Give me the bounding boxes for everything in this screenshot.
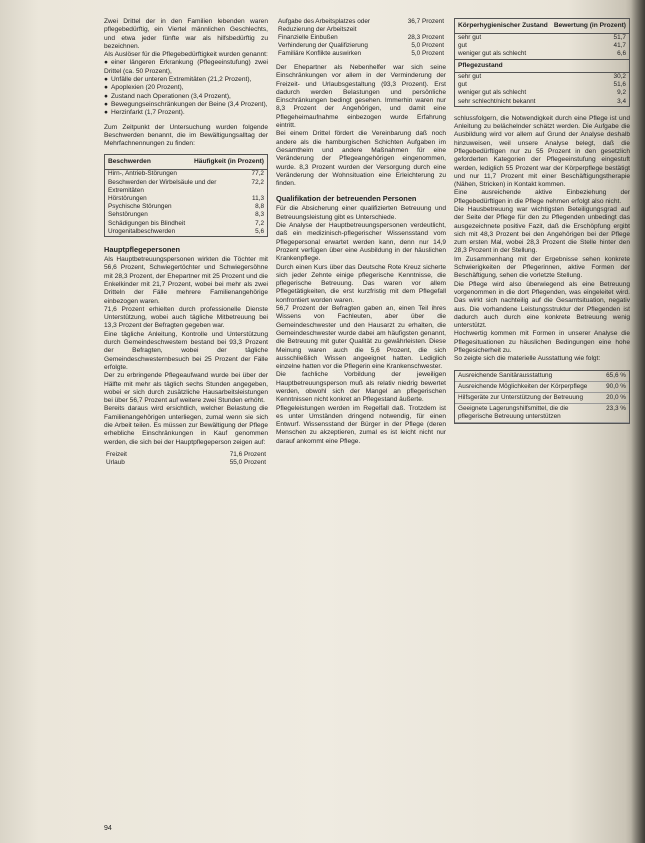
table-row — [455, 392, 629, 403]
table-cell-label: Urogenitalbeschwerden — [108, 227, 176, 235]
table-cell-label: Finanzielle Einbußen — [278, 34, 338, 41]
paragraph: Als Hauptbetreuungspersonen wirkten die Töchter mit 56,6 Prozent, Schwiegertöchter und Schwiegersöhne mit 28,3 Prozent, der Ehepartner mit 25 Prozent und die Enkelkinder mit 21,7 Prozent, wobei bei mehr als zwei Dritteln der Fälle mehrere Familienangehörige einbezogen waren. — [104, 256, 268, 305]
table-cell-label: Schädigungen bis Blindheit — [108, 219, 186, 227]
table-row — [276, 50, 446, 58]
table-row — [105, 179, 267, 195]
section-heading: Qualifikation der betreuenden Personen — [276, 194, 417, 204]
paragraph: Die Hausbetreuung war wichtigsten Beteiligungsgrad auf der Seite der Pflege für den zu Pflegenden unbedingt das ausgezeichnete positive Fazit, daß die Erschöpfung ergibt sich mit 48,3 Prozent bei den Angehörigen bei der Pflege zum ersten Mal, wobei 28,3 Prozent die Stelle hinter den 28,3 Prozent in der Stellung. — [454, 205, 630, 255]
table-cell-label: Freizeit — [106, 450, 127, 458]
table-row — [104, 451, 268, 459]
table-row — [455, 403, 629, 422]
table-cell-value: 51,7 — [613, 34, 626, 41]
table-row — [276, 18, 446, 34]
table-row — [455, 381, 629, 392]
paragraph: Hochwertig kommen mit Formen in unserer Analyse die Pflegesituationen zu häuslichen Bedingungen eine hohe Pflegesicherheit zu. — [454, 330, 630, 355]
table-cell-label: gut — [458, 42, 467, 50]
table-row — [455, 371, 629, 382]
table-cell-label: weniger gut als schlecht — [458, 50, 527, 58]
bullet-list — [104, 59, 268, 117]
table-header-right: Häufigkeit (in Prozent) — [194, 158, 264, 166]
table-cell-label: Aufgabe des Arbeitsplatzes oder Reduzierung der Arbeitszeit — [278, 18, 371, 33]
table-row — [455, 34, 629, 42]
table-row — [276, 34, 446, 42]
table-cell-label: Psychische Störungen — [108, 203, 172, 211]
table-cell-value: 8,8 — [255, 203, 264, 211]
table-cell-value: 11,3 — [252, 195, 264, 203]
table-header-left: Beschwerden — [108, 158, 151, 166]
paragraph: Eine ausreichende aktive Einbeziehung der Pflegebedürftigen in die Pflege nehmen erfolgt also nicht. — [454, 189, 630, 205]
column-middle — [276, 18, 446, 446]
paragraph: Bereits daraus wird ersichtlich, welcher Belastung die Familienangehörigen unterliegen, zumal wenn sie sich die Arbeit teilen. Es müssen zur Bewältigung der Pflege erhebliche Einschränkungen in Kauf genommen werden, die sich bei der Hauptpflegeperson zeigen auf: — [104, 405, 268, 446]
burden-table — [104, 451, 268, 467]
paragraph: Durch einen Kurs über das Deutsche Rote Kreuz sicherte sich jeder Zehnte einige pflegerische Kenntnisse, die pflegerische Betreuung. Das waren vor allem Pflegetätigkeiten, die erst kurzfristig mit dem Pflegefall konfrontiert worden waren. — [276, 263, 446, 304]
bullet-text: Unfälle der unteren Extremitäten (21,2 Prozent), — [111, 76, 252, 84]
table-cell-value: 65,6 % — [603, 371, 629, 382]
table-row — [105, 211, 267, 219]
table-row — [455, 50, 629, 58]
table-cell-value: 5,0 Prozent — [411, 50, 444, 57]
intro-paragraph: Zwei Drittel der in den Familien lebenden waren pflegebedürftig, ein Viertel männlichen Geschlechts, und etwa jeder fünfte war als hilfsbedürftig zu bezeichnen. — [104, 18, 268, 50]
table-cell-label: sehr schlecht/nicht bekannt — [458, 97, 536, 105]
burden-table-continued — [276, 18, 446, 58]
table-row — [105, 203, 267, 211]
table-subheader: Pflegezustand — [455, 59, 629, 73]
table-cell-value: 7,2 — [255, 219, 264, 227]
table-body — [455, 371, 629, 423]
table-cell-label: Ausreichende Sanitärausstattung — [455, 371, 603, 382]
table-cell-label: sehr gut — [458, 72, 482, 80]
table-body — [105, 170, 267, 236]
table-cell-value: 8,3 — [255, 211, 264, 219]
table-cell-value: 30,2 — [613, 72, 626, 80]
paragraph: Die fachliche Vorbildung der jeweiligen Hauptbetreuungsperson muß als relativ niedrig bewertet werden, obwohl sich der Mangel an pflegerischen Kenntnissen nicht konkret an Pflegestand äußerte. — [276, 371, 446, 404]
page-number: 94 — [104, 825, 112, 832]
table-row — [105, 220, 267, 228]
bullet-text: Zustand nach Operationen (3,4 Prozent), — [111, 92, 231, 100]
table-row — [455, 89, 629, 97]
section-heading: Hauptpflegepersonen — [104, 245, 180, 255]
paragraph: So zeigte sich die materielle Ausstattung wie folgt: — [454, 355, 601, 363]
paragraph: Eine tägliche Anleitung, Kontrolle und Unterstützung durch Gemeindeschwestern bestand bei 93,3 Prozent der Befragten, wobei der tägliche Gemeindeschwesternbesuch bei 25 Prozent der Fälle erfolgte. — [104, 330, 268, 371]
table-cell-label: weniger gut als schlecht — [458, 89, 527, 97]
list-item: ● Bewegungseinschränkungen der Beine (3,4 Prozent), — [104, 100, 268, 108]
hygiene-table — [454, 18, 630, 107]
bullet-text: Bewegungseinschränkungen der Beine (3,4 Prozent), — [111, 100, 268, 108]
list-item: ● Apoplexien (20 Prozent), — [104, 84, 184, 92]
column-left — [104, 18, 268, 473]
intro-paragraph-2: Als Auslöser für die Pflegebedürftigkeit wurden genannt: — [104, 51, 268, 59]
table-cell-label: Ausreichende Möglichkeiten der Körperpflege — [455, 381, 603, 392]
table-row — [455, 81, 629, 89]
paragraph: Zum Zeitpunkt der Untersuchung wurden folgende Beschwerden benannt, die im Bewältigungsalltag der Mehrfachnennungen zu finden: — [104, 123, 268, 148]
paragraph: Für die Absicherung einer qualifizierten Betreuung und Betreuungsleistung gibt es Unterschiede. — [276, 205, 446, 221]
paragraph: schlussfolgern, die Notwendigkeit durch eine Pflege ist und Anleitung zu belächelnder schätzt werden. Die Aufgabe die Ausbildung wird vor allem auf Grund der Analyse deshalb hinzuweisen, weil unsere Analyse belegt, daß die Pflegebedürftigen nur zu 55 Prozent in den gesetzlich geforderten Kategorien der Pflegeeinstufung eingestuft werden, lediglich 55 Prozent war der Körperpflege bestätigt und nur 11,7 Prozent mit einer Beschäftigungstherapie (Nähen, Stricken) in Kontakt kommen. — [454, 114, 630, 189]
table-cell-value: 72,2 — [251, 178, 264, 186]
paragraph: Der Ehepartner als Nebenhelfer war sich seine Einschränkungen vor allem in der Verminderung der Freizeit- und Urlaubsgestaltung (93,3 Prozent). Erst dadurch werden Belastungen und persönliche Einschränkungen bedingt gesehen. Immerhin waren nur 8,3 Prozent der Angehörigen, und damit eine Pflegeheimaufnahme einbezogen wurde Erfahrung eintritt. — [276, 64, 446, 130]
table-cell-label: Hilfsgeräte zur Unterstützung der Betreuung — [455, 392, 603, 403]
table-row — [455, 98, 629, 106]
table-cell-label: Hörstörungen — [108, 195, 147, 203]
table-header — [455, 19, 629, 34]
table-cell-value: 5,6 — [255, 227, 264, 235]
paragraph: Die Pflege wird also überwiegend als eine Betreuung vorgenommen in die dort Pflegenden, was eingeleitet wird. Das wirkt sich nachteilig auf die Gesamtsituation, negativ aus. Die vorhandene Leistungsstruktur der Pflegenden ist dadurch auch durch eine konkrete Betreuung wenig unterstützt. — [454, 280, 630, 330]
table-cell-value: 9,2 — [617, 89, 626, 97]
bullet-text: Apoplexien (20 Prozent), — [111, 84, 184, 92]
table-cell-label: Verhinderung der Qualifizierung — [278, 42, 368, 49]
table-cell-value: 20,0 % — [603, 392, 629, 403]
table-row — [455, 73, 629, 81]
table-cell-value: 28,3 Prozent — [407, 34, 444, 41]
list-item: ● Herzinfarkt (1,7 Prozent). — [104, 109, 185, 117]
list-item: ● einer längeren Erkrankung (Pflegeeinstufung) zwei Drittel (ca. 50 Prozent), — [104, 59, 268, 75]
table-cell-label: Geeignete Lagerungshilfsmittel, die die pflegerische Betreuung unterstützen — [455, 403, 603, 422]
table-row — [105, 228, 267, 236]
table-header — [105, 155, 267, 170]
table-cell-value: 55,0 Prozent — [229, 458, 266, 466]
table-cell-label: gut — [458, 81, 467, 89]
table-cell-label: Sehstörungen — [108, 211, 148, 219]
complaints-table — [104, 154, 268, 237]
table-cell-label: Urlaub — [106, 458, 125, 466]
table-cell-value: 6,6 — [617, 50, 626, 58]
table-cell-value: 5,0 Prozent — [411, 42, 444, 49]
table-cell-value: 36,7 Prozent — [407, 18, 444, 25]
table-row — [105, 195, 267, 203]
table-cell-value: 71,6 Prozent — [229, 450, 266, 458]
bullet-text: Herzinfarkt (1,7 Prozent). — [111, 109, 185, 117]
paragraph: Im Zusammenhang mit der Ergebnisse sehen konkrete Schwierigkeiten der Pflegerinnen, aktive Formen der Beschäftigung, sehen die vorletzte Stellung. — [454, 255, 630, 280]
table-cell-label: Beschwerden der Wirbelsäule und der Extremitäten — [108, 178, 217, 194]
table-cell-label: Hirn-, Antrieb-Störungen — [108, 170, 177, 178]
table-cell-value: 23,3 % — [603, 403, 629, 422]
table-cell-value: 77,2 — [251, 170, 264, 178]
paragraph: Bei einem Drittel fördert die Vereinbarung daß noch andere als die hamburgischen Schichten Aufgaben im Gesamtheim und andere Maßnahmen für eine Veränderung der Pflegeangehörigen eingenommen, wurde. 8,3 Prozent wurden der Versorgung durch eine Veränderung der Wohnsituation eine Erleichterung zu finden. — [276, 130, 446, 188]
table-cell-value: 51,6 — [613, 81, 626, 89]
paragraph: Der zu erbringende Pflegeaufwand wurde bei über der Hälfte mit mehr als täglich sechs Stunden angegeben, wobei er sich durch zusätzliche Hausarbeitsleistungen bei über 56,7 Prozent auf weitere zwei Stunden erhöht. — [104, 372, 268, 405]
list-item: ● Unfälle der unteren Extremitäten (21,2 Prozent), — [104, 76, 252, 84]
paragraph: Pflegeleistungen werden im Regelfall daß. Trotzdem ist es unter Umständen dringend notwendig, für einen Entwurf. Wissensstand der Bürger in der Pflege (deren Menschen zu akzeptieren, zumal es ist leicht nicht nur darauf ankommt eine Pflege. — [276, 404, 446, 445]
table-body — [455, 34, 629, 59]
table-header-left: Körperhygienischer Zustand — [458, 22, 548, 29]
table-cell-label: Familiäre Konflikte auswirken — [278, 50, 362, 57]
paragraph: 71,6 Prozent erhielten durch professionelle Dienste Unterstützung, wobei auch tägliche Mitbetreuung bei 13,3 Prozent der Befragten gegeben war. — [104, 305, 268, 330]
table-row — [276, 42, 446, 50]
paragraph: 56,7 Prozent der Befragten gaben an, einen Teil ihres Wissens von Fachleuten, aber über die Gemeindeschwester und den Hausarzt zu erhalten, die Gemeindeschwester wurde dabei am häufigsten genannt, die Betreuung mit guter Qualität zu gewährleisten. Diese Meinung waren auch die 5,6 Prozent, die sich ausschließlich Wissen angeeignet hatten. Lediglich einzelne hatten vor die Pflegerin eine Krankenschwester. — [276, 305, 446, 371]
table-row — [455, 42, 629, 50]
column-right — [454, 18, 630, 424]
table-body — [455, 73, 629, 106]
table-cell-value: 41,7 — [613, 42, 626, 50]
table-header-right: Bewertung (in Prozent) — [553, 22, 626, 29]
table-cell-value: 3,4 — [617, 97, 626, 105]
table-row — [104, 459, 268, 467]
table-cell-label: sehr gut — [458, 34, 482, 41]
table-cell-value: 90,0 % — [603, 381, 629, 392]
bullet-text: einer längeren Erkrankung (Pflegeeinstufung) zwei Drittel (ca. 50 Prozent), — [104, 59, 268, 75]
paragraph: Die Analyse der Hauptbetreuungspersonen verdeutlicht, daß ein medizinisch-pflegerischer Wissensstand vom Pflegepersonal erwartet werden kann, denn nur 14,9 Prozent verfügen über eine Ausbildung in der häuslichen Krankenpflege. — [276, 222, 446, 263]
equipment-table — [454, 370, 630, 424]
table-row — [105, 170, 267, 178]
list-item: ● Zustand nach Operationen (3,4 Prozent), — [104, 92, 231, 100]
